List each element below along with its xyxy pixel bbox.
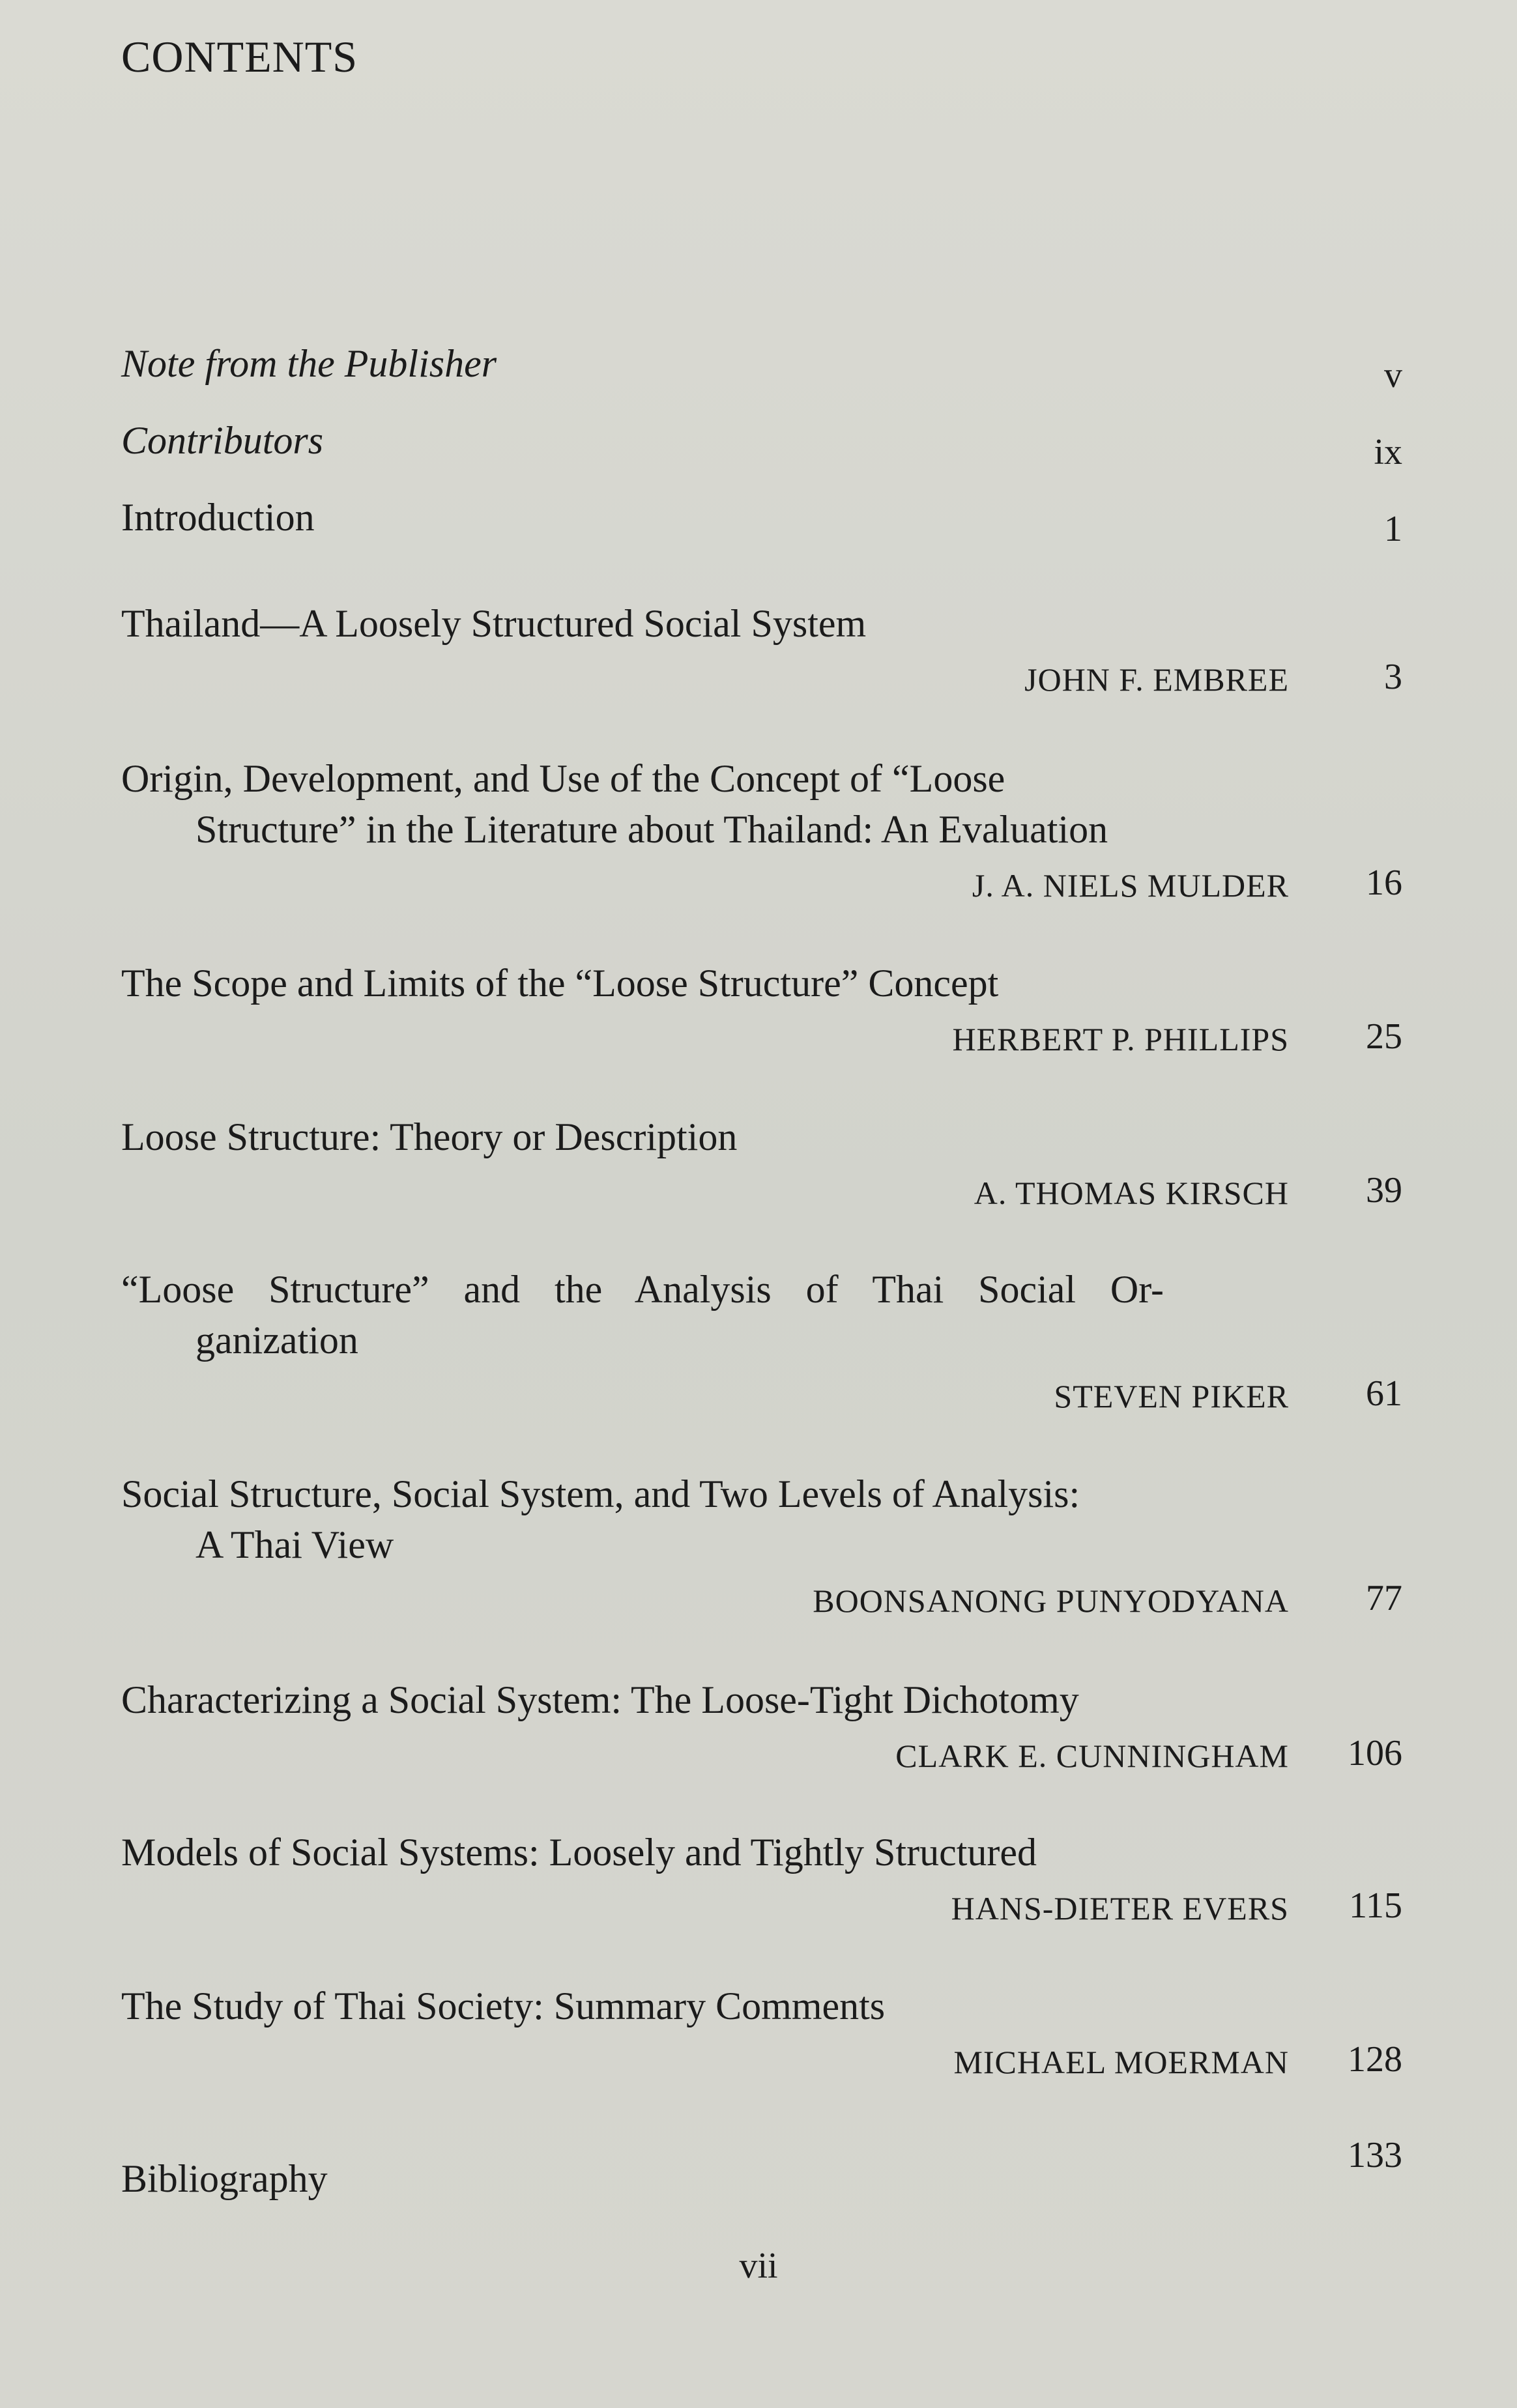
entry-byline xyxy=(121,1009,1402,1061)
entry-byline xyxy=(121,855,1402,907)
toc-entry xyxy=(121,1827,1402,1930)
entry-byline xyxy=(121,1570,1402,1622)
entry-byline xyxy=(121,1725,1402,1777)
entry-title-line: Origin, Development, and Use of the Concept of “Loose xyxy=(121,757,1005,800)
entry-page-number: 115 xyxy=(1349,1885,1402,1926)
entry-title-line: Thailand—A Loosely Structured Social System xyxy=(121,602,867,645)
toc-entry xyxy=(121,598,1402,701)
entry-byline xyxy=(121,649,1402,701)
entry-author: BOONSANONG PUNYODYANA xyxy=(813,1583,1289,1619)
entry-page-number: 106 xyxy=(1348,1733,1402,1773)
contents-heading: CONTENTS xyxy=(121,32,358,81)
entry-title-line: The Study of Thai Society: Summary Comments xyxy=(121,1985,886,2028)
entry-page-number: 25 xyxy=(1366,1016,1402,1057)
entry-title-line: The Scope and Limits of the “Loose Structure” Concept xyxy=(121,962,999,1005)
entry-author: A. THOMAS KIRSCH xyxy=(974,1175,1289,1211)
toc-entry xyxy=(121,1674,1402,1777)
entry-author: HANS-DIETER EVERS xyxy=(951,1890,1289,1927)
entry-author: HERBERT P. PHILLIPS xyxy=(952,1021,1289,1057)
toc-entry xyxy=(121,1264,1402,1418)
entry-page-number: 39 xyxy=(1366,1170,1402,1211)
folio-page-number: vii xyxy=(739,2246,778,2286)
entry-page-number: 16 xyxy=(1366,863,1402,903)
toc-page-number: v xyxy=(1384,355,1402,395)
entry-author: J. A. NIELS MULDER xyxy=(972,867,1289,904)
entry-title-line: A Thai View xyxy=(195,1523,394,1566)
entry-page-number: 61 xyxy=(1366,1373,1402,1414)
entry-byline xyxy=(121,1878,1402,1930)
entry-page-number: 128 xyxy=(1348,2039,1402,2080)
toc-title: Introduction xyxy=(121,496,315,539)
entry-byline xyxy=(121,1366,1402,1418)
entry-title-line: ganization xyxy=(195,1319,358,1362)
entry-page-number: 3 xyxy=(1384,657,1402,697)
toc-title: Bibliography xyxy=(121,2157,328,2200)
entry-title-line: Loose Structure: Theory or Description xyxy=(121,1115,738,1158)
entry-title-line: Characterizing a Social System: The Loose-Tight Dichotomy xyxy=(121,1678,1079,1721)
toc-title: Contributors xyxy=(121,419,324,462)
toc-entry xyxy=(121,1469,1402,1622)
toc-entry xyxy=(121,753,1402,907)
toc-entry xyxy=(121,1111,1402,1214)
entry-page-number: 77 xyxy=(1366,1578,1402,1618)
entry-title-line: Models of Social Systems: Loosely and Tightly Structured xyxy=(121,1831,1037,1874)
entry-title-line: “Loose Structure” and the Analysis of Thai Social Or- xyxy=(121,1268,1164,1311)
toc-page-number: 133 xyxy=(1348,2135,1402,2175)
entry-title-line: Structure” in the Literature about Thailand: An Evaluation xyxy=(195,808,1108,851)
toc-title: Note from the Publisher xyxy=(121,342,497,385)
toc-page-number: 1 xyxy=(1384,509,1402,549)
entry-byline xyxy=(121,2031,1402,2084)
entry-author: CLARK E. CUNNINGHAM xyxy=(895,1738,1289,1774)
entry-author: STEVEN PIKER xyxy=(1054,1378,1289,1414)
toc-page-number: ix xyxy=(1374,432,1402,472)
entry-title-line: Social Structure, Social System, and Two Levels of Analysis: xyxy=(121,1472,1080,1515)
entry-author: JOHN F. EMBREE xyxy=(1024,661,1289,698)
entry-byline xyxy=(121,1162,1402,1214)
entry-author: MICHAEL MOERMAN xyxy=(953,2044,1289,2080)
toc-entry xyxy=(121,958,1402,1061)
toc-entry xyxy=(121,1981,1402,2084)
